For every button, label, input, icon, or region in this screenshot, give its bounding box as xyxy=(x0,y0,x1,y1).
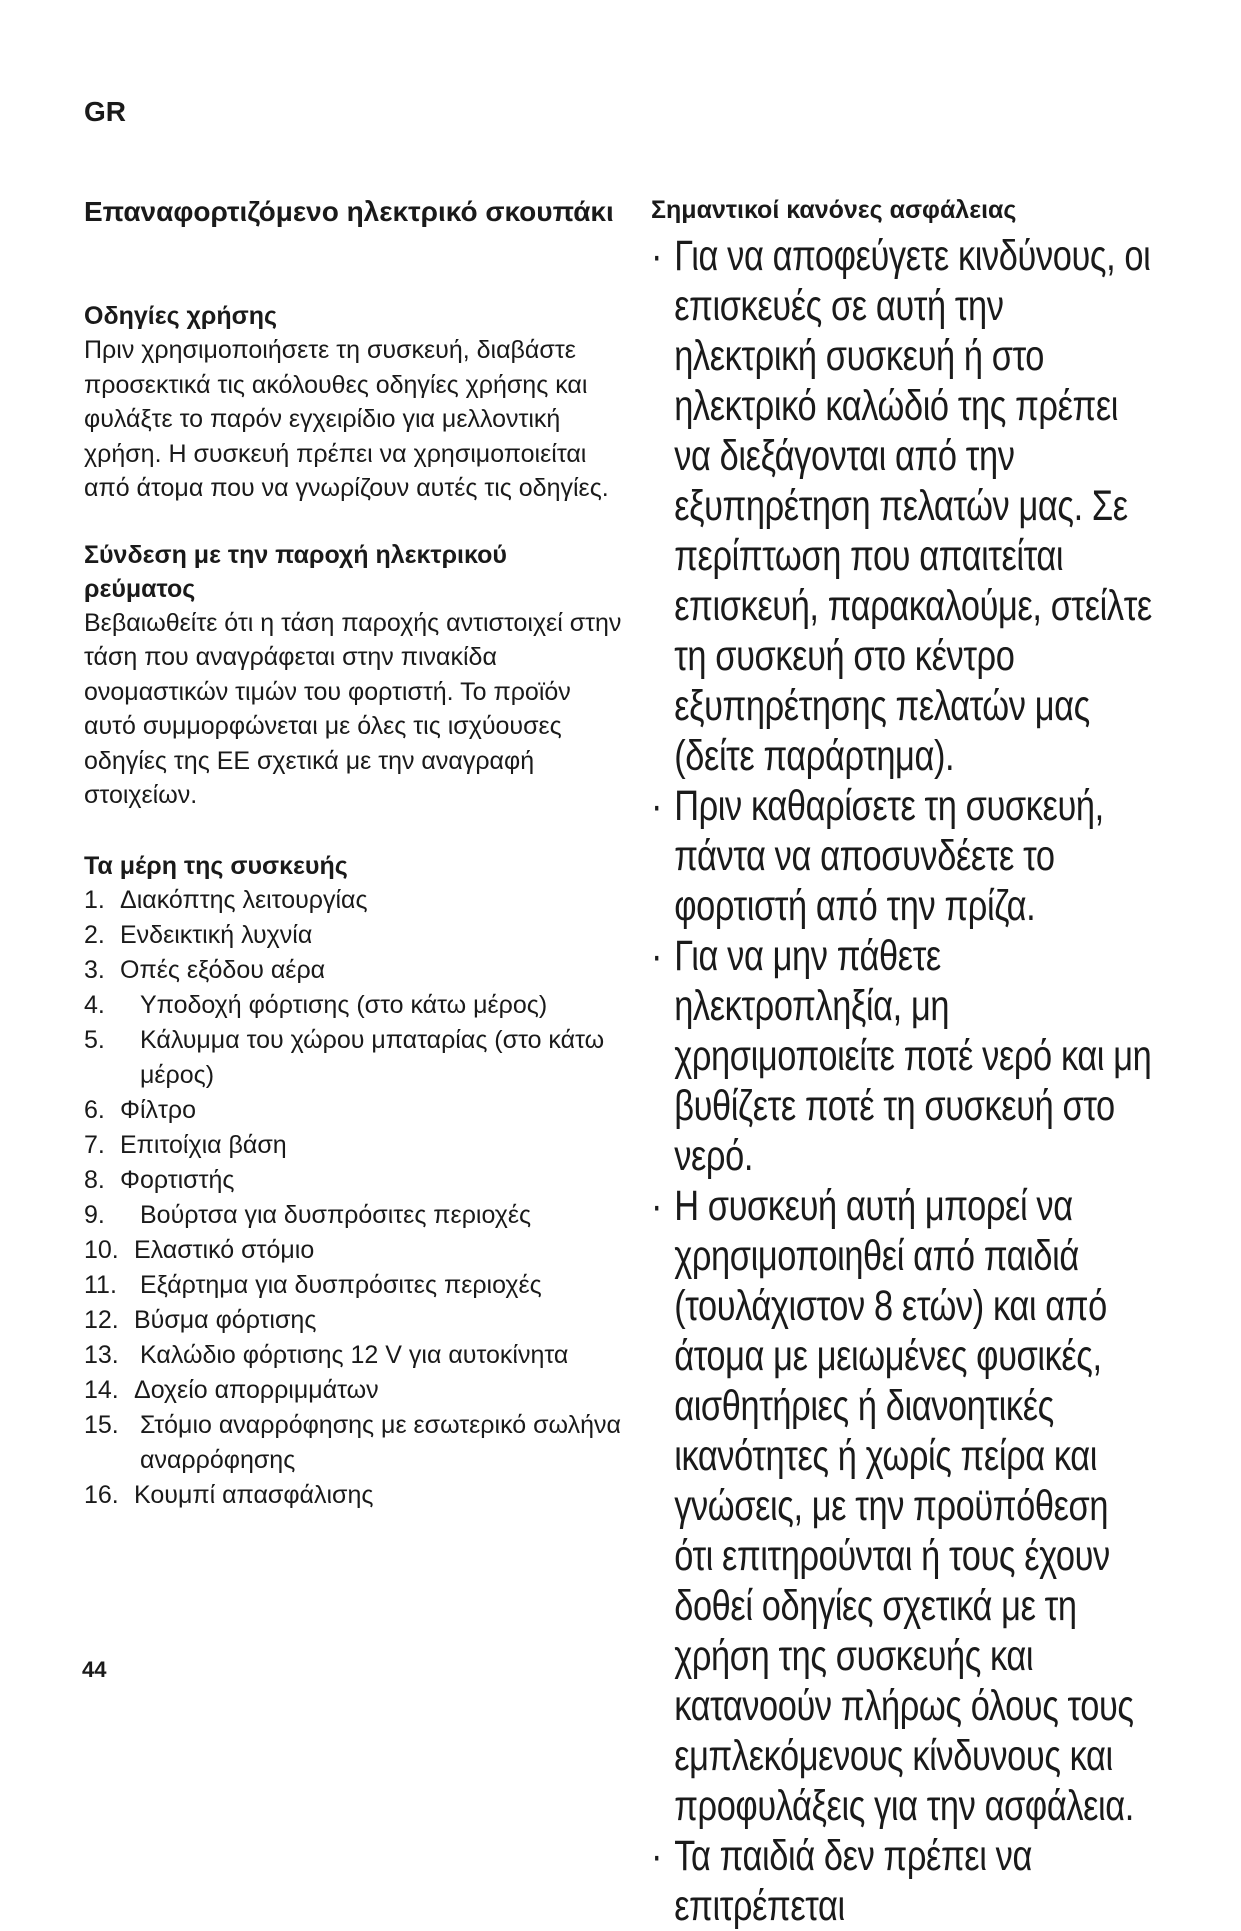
parts-list xyxy=(84,883,624,1513)
item-number: 3. xyxy=(84,955,105,984)
item-number: 5. xyxy=(84,1025,105,1054)
item-text: Εξάρτημα για δυσπρόσιτες περιοχές xyxy=(140,1270,542,1299)
item-text: Βούρτσα για δυσπρόσιτες περιοχές xyxy=(140,1200,532,1229)
item-text: Φίλτρο xyxy=(120,1095,197,1124)
list-item xyxy=(84,1478,624,1513)
item-text: Διακόπτης λειτουργίας xyxy=(120,885,368,914)
item-text: Κάλυμμα του χώρου μπαταρίας (στο κάτω μέρος) xyxy=(140,1025,605,1089)
bullet-glyph: · xyxy=(651,782,663,830)
item-number: 1. xyxy=(84,885,105,914)
item-text: Οπές εξόδου αέρα xyxy=(120,955,326,984)
item-text: Καλώδιο φόρτισης 12 V για αυτοκίνητα xyxy=(140,1340,569,1369)
list-item xyxy=(84,1408,624,1478)
list-item xyxy=(84,1128,624,1163)
parts-heading: Τα μέρη της συσκευής xyxy=(84,851,348,880)
item-text: Κουμπί απασφάλισης xyxy=(134,1480,374,1509)
item-text: Φορτιστής xyxy=(120,1165,235,1194)
list-item xyxy=(84,953,624,988)
list-item xyxy=(84,883,624,918)
item-text: Στόμιο αναρρόφησης με εσωτερικό σωλήνα αναρρόφησης xyxy=(140,1410,621,1474)
item-number: 4. xyxy=(84,990,105,1019)
power-text: Βεβαιωθείτε ότι η τάση παροχής αντιστοιχεί στην τάση που αναγράφεται στην πινακίδα ονομαστικών τιμών του φορτιστή. Το προϊόν αυτό συμμορφώνεται με όλες τις ισχύουσες οδηγίες της ΕΕ σχετικά με την αναγραφή στοιχείων. xyxy=(84,608,622,809)
bullet-glyph: · xyxy=(651,232,663,280)
item-number: 13. xyxy=(84,1340,119,1369)
language-code: GR xyxy=(84,96,126,127)
item-number: 8. xyxy=(84,1165,105,1194)
list-item xyxy=(84,1338,624,1373)
item-text: Ενδεικτική λυχνία xyxy=(120,920,313,949)
list-item xyxy=(84,1023,624,1093)
safety-rules-list xyxy=(651,231,1171,1931)
item-number: 15. xyxy=(84,1410,119,1439)
list-item xyxy=(84,1198,624,1233)
document-title: Επαναφορτιζόμενο ηλεκτρικό σκουπάκι xyxy=(84,196,614,227)
right-column xyxy=(651,193,1171,1931)
list-item xyxy=(651,931,1154,1181)
list-item xyxy=(84,918,624,953)
item-number: 12. xyxy=(84,1305,119,1334)
list-item xyxy=(84,1303,624,1338)
rule-text: Πριν καθαρίσετε τη συσκευή, πάντα να αποσυνδέετε το φορτιστή από την πρίζα. xyxy=(674,782,1104,930)
rule-text: Η συσκευή αυτή μπορεί να χρησιμοποιηθεί από παιδιά (τουλάχιστον 8 ετών) και από άτομα με μειωμένες φυσικές, αισθητήριες ή διανοητικές ικανότητες ή χωρίς πείρα και γνώσεις, με την προϋπόθεση ότι επιτηρούνται ή τους έχουν δοθεί οδηγίες σχετικά με τη χρήση της συσκευής και κατανοούν πλήρως όλους τους εμπλεκόμενους κίνδυνους και προφυλάξεις για την ασφάλεια. xyxy=(674,1182,1134,1830)
list-item xyxy=(651,781,1154,931)
list-item xyxy=(84,1163,624,1198)
item-number: 7. xyxy=(84,1130,105,1159)
page-number: 44 xyxy=(82,1657,107,1682)
safety-heading: Σημαντικοί κανόνες ασφάλειας xyxy=(651,196,1017,224)
left-column xyxy=(84,193,624,1513)
item-number: 6. xyxy=(84,1095,105,1124)
list-item xyxy=(84,988,624,1023)
rule-text: Για να μην πάθετε ηλεκτροπληξία, μη χρησιμοποιείτε ποτέ νερό και μη βυθίζετε ποτέ τη συσκευή στο νερό. xyxy=(674,932,1152,1180)
rule-text: Για να αποφεύγετε κινδύνους, οι επισκευές σε αυτή την ηλεκτρική συσκευή ή στο ηλεκτρικό καλώδιό της πρέπει να διεξάγονται από την εξυπηρέτηση πελατών μας. Σε περίπτωση που απαιτείται επισκευή, παρακαλούμε, στείλτε τη συσκευή στο κέντρο εξυπηρέτησης πελατών μας (δείτε παράρτημα). xyxy=(674,232,1152,780)
list-item xyxy=(84,1373,624,1408)
item-text: Υποδοχή φόρτισης (στο κάτω μέρος) xyxy=(140,990,548,1019)
item-text: Επιτοίχια βάση xyxy=(120,1130,287,1159)
item-text: Δοχείο απορριμμάτων xyxy=(134,1375,379,1404)
item-number: 14. xyxy=(84,1375,119,1404)
item-text: Βύσμα φόρτισης xyxy=(134,1305,317,1334)
item-text: Ελαστικό στόμιο xyxy=(134,1235,315,1264)
rule-text: Τα παιδιά δεν πρέπει να επιτρέπεται xyxy=(674,1832,1032,1930)
list-item xyxy=(651,1181,1154,1831)
usage-text: Πριν χρησιμοποιήσετε τη συσκευή, διαβάστε προσεκτικά τις ακόλουθες οδηγίες χρήσης και φυλάξτε το παρόν εγχειρίδιο για μελλοντική χρήση. Η συσκευή πρέπει να χρησιμοποιείται από άτομα που να γνωρίζουν αυτές τις οδηγίες. xyxy=(84,336,609,502)
item-number: 16. xyxy=(84,1480,119,1509)
item-number: 10. xyxy=(84,1235,119,1264)
power-heading: Σύνδεση με την παροχή ηλεκτρικού ρεύματος xyxy=(84,540,507,603)
item-number: 2. xyxy=(84,920,105,949)
list-item xyxy=(651,1831,1154,1931)
list-item xyxy=(651,231,1154,781)
usage-heading: Οδηγίες χρήσης xyxy=(84,302,278,330)
bullet-glyph: · xyxy=(651,932,663,980)
list-item xyxy=(84,1233,624,1268)
bullet-glyph: · xyxy=(651,1832,663,1880)
list-item xyxy=(84,1093,624,1128)
bullet-glyph: · xyxy=(651,1182,663,1230)
item-number: 11. xyxy=(84,1270,117,1299)
list-item xyxy=(84,1268,624,1303)
item-number: 9. xyxy=(84,1200,105,1229)
